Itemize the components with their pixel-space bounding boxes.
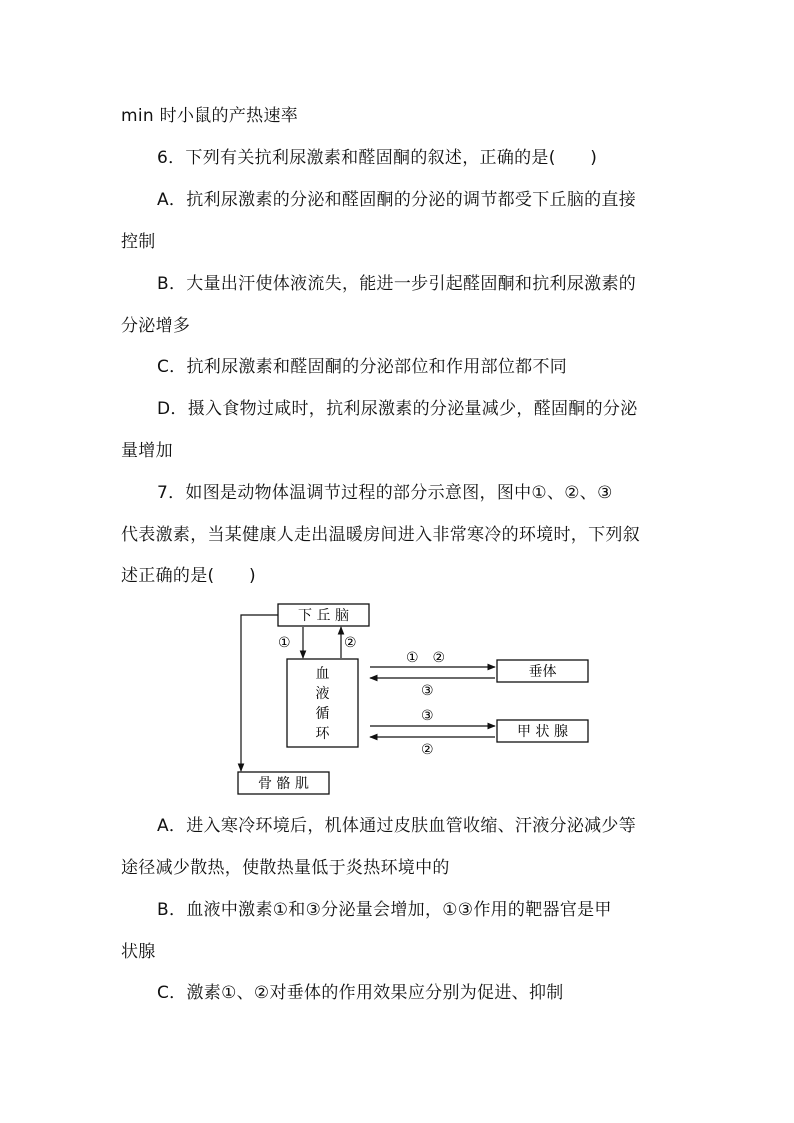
option-6a: A．抗利尿激素的分泌和醛固酮的分泌的调节都受下丘脑的直接 [157, 190, 637, 210]
hormone-label: ① [278, 635, 291, 651]
hormone-label: ③ [421, 708, 434, 724]
thyroid-box [497, 720, 588, 742]
option-6b: B．大量出汗使体液流失，能进一步引起醛固酮和抗利尿激素的 [157, 274, 637, 294]
hormone-label: ② [421, 742, 434, 758]
option-7c: C．激素①、②对垂体的作用效果应分别为促进、抑制 [157, 983, 564, 1003]
hypothalamus-box [278, 604, 369, 626]
blood-label-char: 血 [315, 666, 330, 682]
question-7-stem-cont: 代表激素，当某健康人走出温暖房间进入非常寒冷的环境时，下列叙 [121, 525, 640, 545]
thyroid-label: 甲 状 腺 [517, 724, 568, 740]
blood-label-char: 环 [315, 726, 330, 742]
option-6d: D．摄入食物过咸时，抗利尿激素的分泌量减少，醛固酮的分泌 [157, 399, 638, 419]
option-6c: C．抗利尿激素和醛固酮的分泌部位和作用部位都不同 [157, 357, 568, 377]
pituitary-box [497, 660, 588, 682]
option-7a: A．进入寒冷环境后，机体通过皮肤血管收缩、汗液分泌减少等 [157, 816, 637, 836]
pituitary-label: 垂体 [528, 664, 557, 680]
hormone-label: ② [344, 635, 357, 651]
skeletal-muscle-box [238, 772, 329, 794]
option-7a-cont: 途径减少散热，使散热量低于炎热环境中的 [121, 858, 450, 878]
blood-circulation-box [287, 659, 358, 747]
question-7-stem-end: 述正确的是( ) [121, 566, 256, 586]
hypothalamus-to-muscle-arrow [241, 615, 278, 771]
blood-label-char: 循 [315, 706, 330, 722]
text-line: min 时小鼠的产热速率 [121, 106, 299, 126]
question-7-stem: 7．如图是动物体温调节过程的部分示意图，图中①、②、③ [157, 483, 613, 503]
hypothalamus-label: 下 丘 脑 [298, 608, 349, 624]
hormone-label: ③ [421, 683, 434, 699]
blood-label-char: 液 [315, 686, 330, 702]
thermoregulation-diagram [230, 598, 600, 798]
option-6b-cont: 分泌增多 [121, 316, 191, 336]
question-6-stem: 6．下列有关抗利尿激素和醛固酮的叙述，正确的是( ) [157, 148, 598, 168]
option-6d-cont: 量增加 [121, 441, 173, 461]
option-7b-cont: 状腺 [121, 942, 156, 962]
option-7b: B．血液中激素①和③分泌量会增加，①③作用的靶器官是甲 [157, 900, 612, 920]
option-6a-cont: 控制 [121, 232, 156, 252]
skeletal-muscle-label: 骨 骼 肌 [258, 776, 309, 792]
hormone-label: ① ② [406, 650, 446, 666]
